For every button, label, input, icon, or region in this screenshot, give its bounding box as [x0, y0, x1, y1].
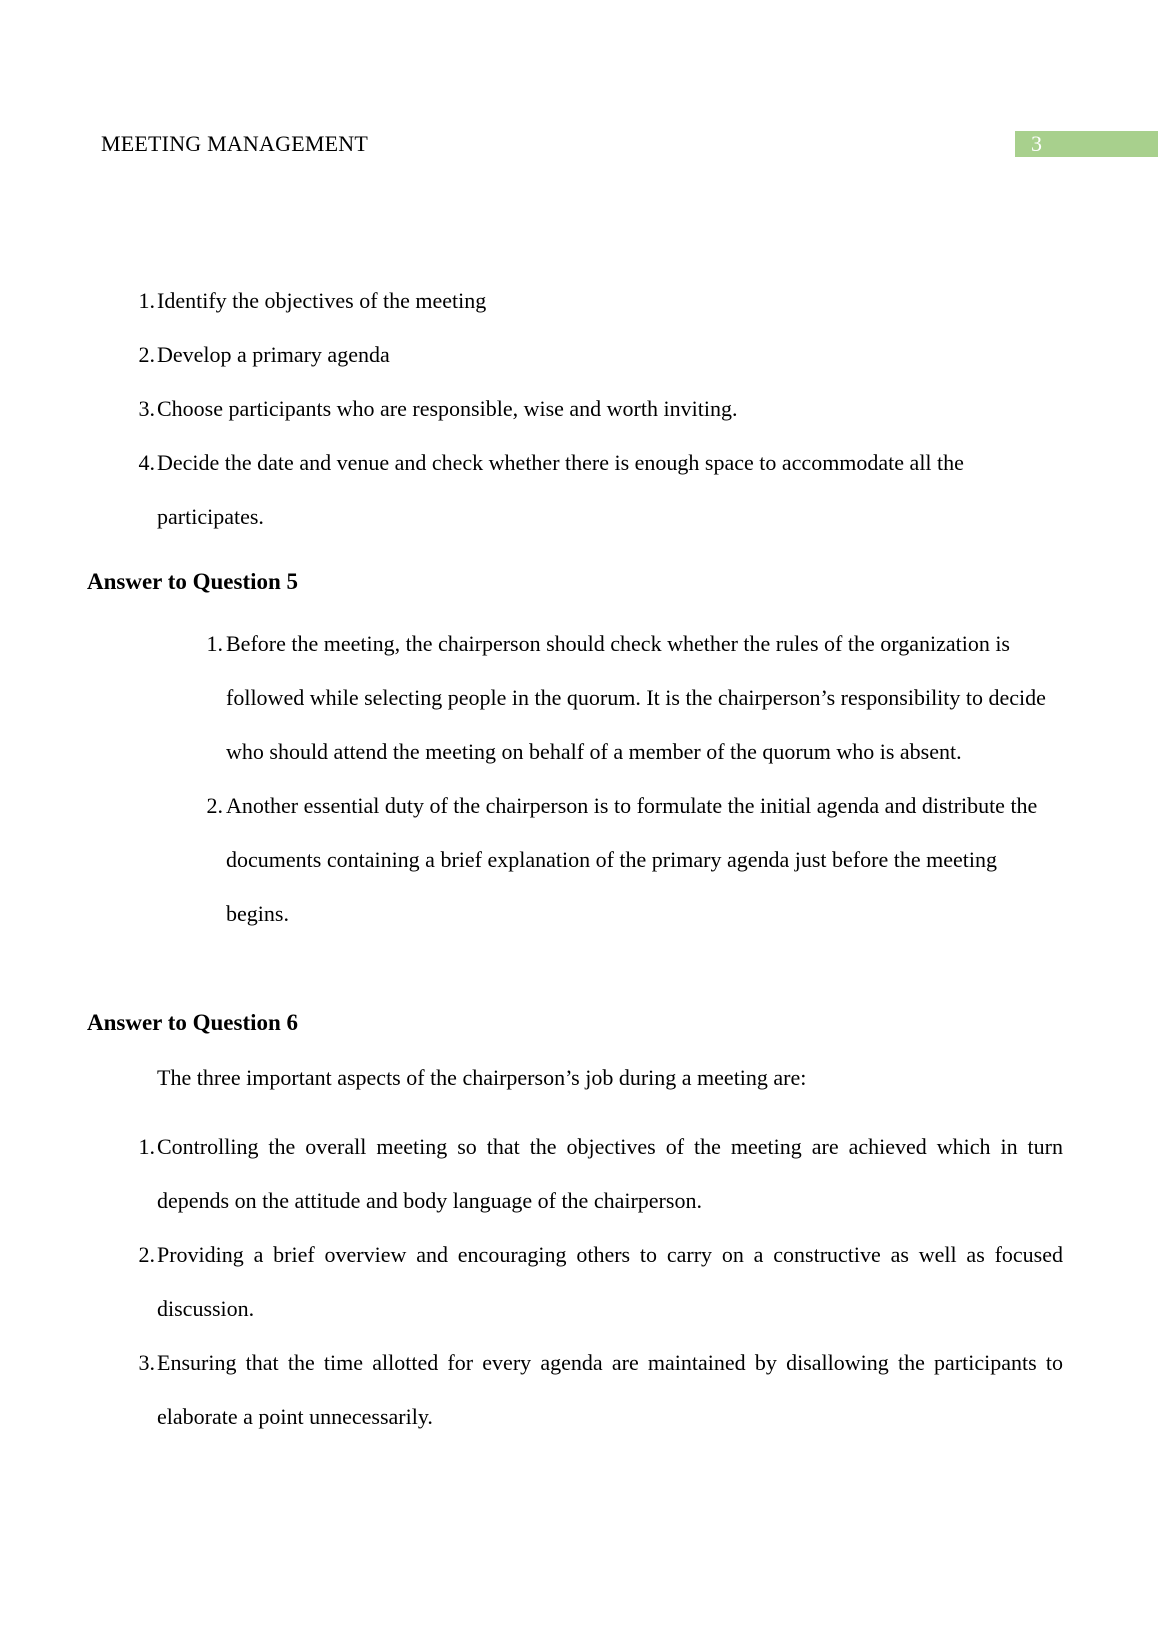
running-header-title: MEETING MANAGEMENT: [101, 131, 368, 156]
list-item: [115, 1120, 1065, 1228]
list-item-text: Ensuring that the time allotted for every agenda are maintained by disallowing the participants to elaborate a point unnecessarily.: [157, 1350, 1063, 1429]
list-item-text: Identify the objectives of the meeting: [157, 288, 487, 313]
question-6-intro: The three important aspects of the chairperson’s job during a meeting are:: [157, 1065, 807, 1090]
question-6-list: [115, 1120, 1065, 1444]
list-item: [115, 328, 1010, 382]
list-item-text: Before the meeting, the chairperson should check whether the rules of the organization is followed while selecting people in the quorum. It is the chairperson’s responsibility to decide who should attend the meeting on behalf of a member of the quorum who is absent.: [226, 631, 1046, 764]
list-item-text: Providing a brief overview and encouraging others to carry on a constructive as well as focused discussion.: [157, 1242, 1063, 1321]
list-item: [185, 779, 1065, 941]
list-item: [115, 1228, 1065, 1336]
list-item-number: 2.: [138, 342, 155, 367]
objectives-list: [115, 274, 1010, 544]
list-item: [115, 1336, 1065, 1444]
question-5-heading: Answer to Question 5: [87, 569, 299, 594]
list-item-text: Controlling the overall meeting so that the objectives of the meeting are achieved which in turn depends on the attitude and body language of the chairperson.: [157, 1134, 1063, 1213]
list-item: [185, 617, 1065, 779]
question-6-heading: Answer to Question 6: [87, 1010, 299, 1035]
page-number: 3: [1031, 131, 1042, 156]
list-item-number: 1.: [138, 288, 155, 313]
list-item-number: 2.: [138, 1242, 155, 1267]
list-item-text: Develop a primary agenda: [157, 342, 390, 367]
list-item-number: 2.: [206, 793, 223, 818]
question-5-list: [185, 617, 1065, 941]
list-item-number: 1.: [138, 1134, 155, 1159]
list-item: [115, 274, 1010, 328]
list-item-number: 4.: [138, 450, 155, 475]
list-item: [115, 436, 1010, 544]
list-item: [115, 382, 1010, 436]
list-item-text: Decide the date and venue and check whether there is enough space to accommodate all the participates.: [157, 450, 964, 529]
list-item-number: 3.: [138, 1350, 155, 1375]
list-item-text: Another essential duty of the chairperson is to formulate the initial agenda and distribute the documents containing a brief explanation of the primary agenda just before the meeting begins.: [226, 793, 1038, 926]
list-item-number: 3.: [138, 396, 155, 421]
list-item-number: 1.: [206, 631, 223, 656]
list-item-text: Choose participants who are responsible, wise and worth inviting.: [157, 396, 738, 421]
page-number-bar: [1015, 131, 1158, 157]
